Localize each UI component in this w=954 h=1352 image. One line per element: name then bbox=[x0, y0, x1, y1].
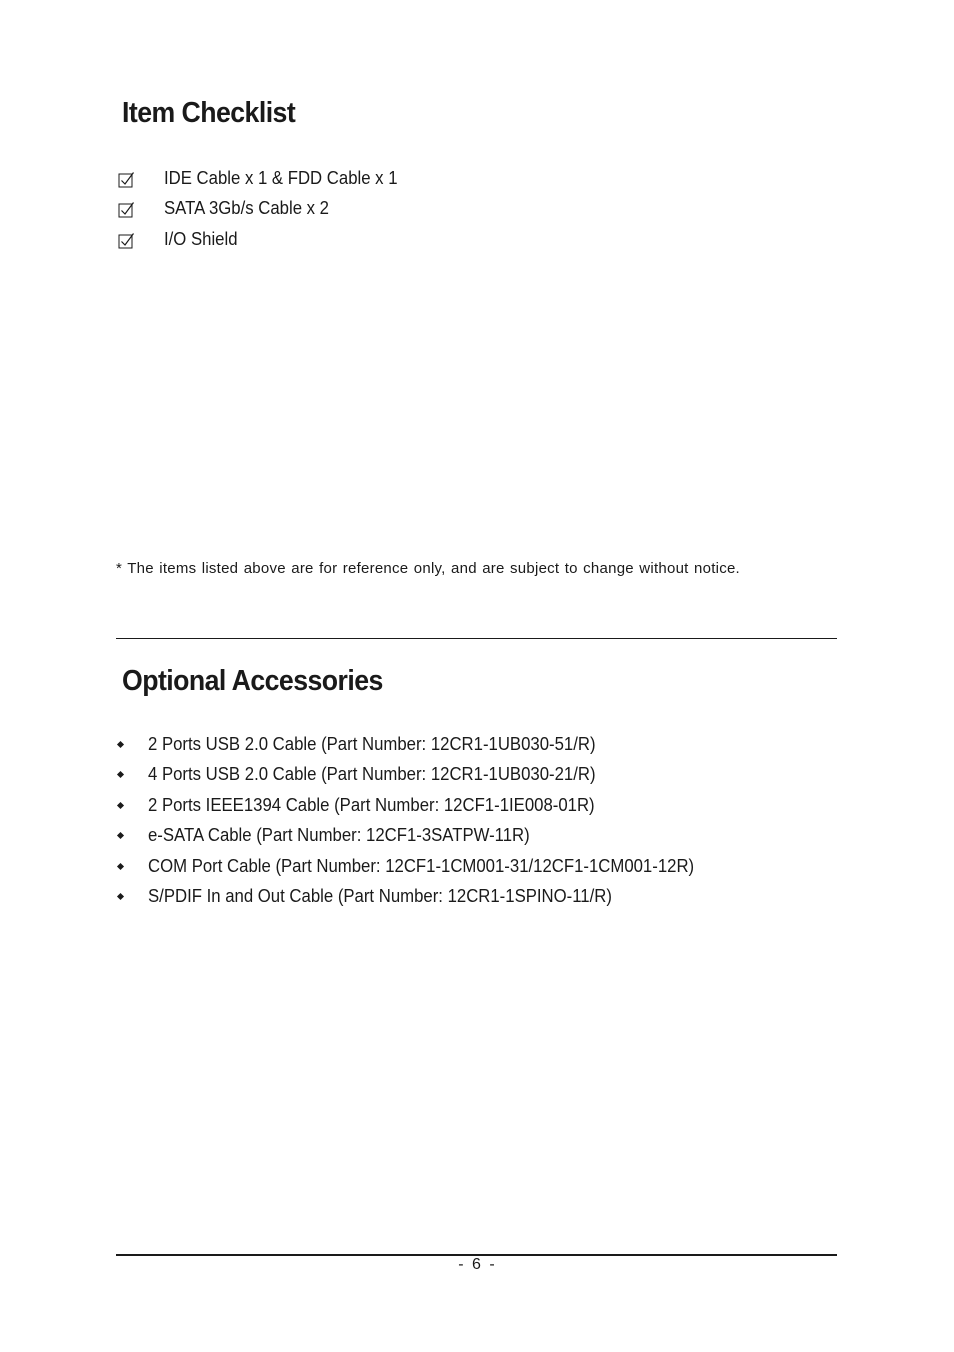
section-divider bbox=[116, 638, 837, 639]
accessory-item-label: 2 Ports IEEE1394 Cable (Part Number: 12CF1-1IE008-01R) bbox=[148, 794, 595, 815]
checklist-item-label: IDE Cable x 1 & FDD Cable x 1 bbox=[164, 167, 398, 188]
accessory-item bbox=[116, 882, 612, 913]
diamond-bullet-icon bbox=[117, 893, 124, 900]
accessory-item-label: COM Port Cable (Part Number: 12CF1-1CM001-31/12CF1-1CM001-12R) bbox=[148, 855, 695, 876]
checklist-item-label: SATA 3Gb/s Cable x 2 bbox=[164, 198, 330, 219]
diamond-bullet-icon bbox=[117, 863, 124, 870]
reference-footnote: * The items listed above are for reference only, and are subject to change without notice. bbox=[116, 560, 740, 577]
accessory-item-label: S/PDIF In and Out Cable (Part Number: 12CR1-1SPINO-11/R) bbox=[148, 886, 612, 907]
item-checklist bbox=[118, 163, 398, 255]
accessory-item bbox=[116, 729, 596, 760]
accessory-item bbox=[116, 790, 595, 821]
accessory-item bbox=[116, 760, 596, 791]
diamond-bullet-icon bbox=[117, 832, 124, 839]
accessory-item-label: 2 Ports USB 2.0 Cable (Part Number: 12CR1-1UB030-51/R) bbox=[148, 733, 596, 754]
accessory-item bbox=[116, 821, 530, 852]
accessory-item bbox=[116, 851, 695, 882]
page-number: - 6 - bbox=[458, 1256, 496, 1273]
item-checklist-title: Item Checklist bbox=[122, 97, 296, 129]
diamond-bullet-icon bbox=[117, 741, 124, 748]
checked-box-icon bbox=[118, 171, 135, 188]
checklist-item bbox=[118, 194, 330, 225]
diamond-bullet-icon bbox=[117, 771, 124, 778]
accessory-item-label: 4 Ports USB 2.0 Cable (Part Number: 12CR1-1UB030-21/R) bbox=[148, 764, 596, 785]
diamond-bullet-icon bbox=[117, 802, 124, 809]
accessory-item-label: e-SATA Cable (Part Number: 12CF1-3SATPW-11R) bbox=[148, 825, 530, 846]
checklist-item bbox=[118, 163, 398, 194]
checklist-item-label: I/O Shield bbox=[164, 228, 238, 249]
optional-accessories-title: Optional Accessories bbox=[122, 665, 383, 697]
checked-box-icon bbox=[118, 232, 135, 249]
checked-box-icon bbox=[118, 201, 135, 218]
checklist-item bbox=[118, 224, 238, 255]
optional-accessories-list bbox=[116, 729, 695, 912]
